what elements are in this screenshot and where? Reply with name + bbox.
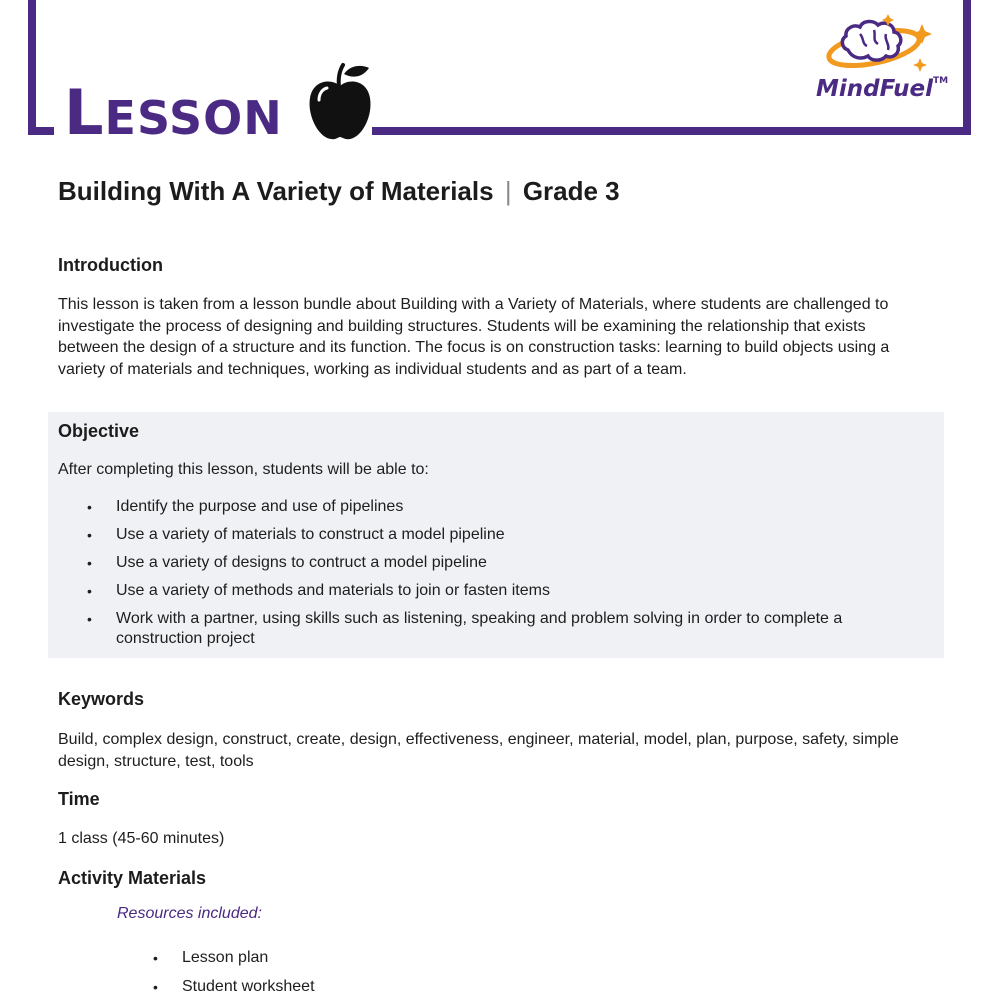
list-item: • Use a variety of materials to construct a model pipeline <box>82 525 932 545</box>
lesson-heading-rest: ESSON <box>104 91 283 145</box>
objective-list <box>82 497 932 657</box>
objective-heading: Objective <box>58 421 140 441</box>
logo-trademark: TM <box>932 76 949 86</box>
lesson-heading <box>64 76 283 148</box>
resources-label: Resources included: <box>117 905 262 922</box>
list-item: • Identify the purpose and use of pipelines <box>82 497 932 517</box>
time-text: 1 class (45-60 minutes) <box>58 830 225 847</box>
title-separator: | <box>504 176 512 206</box>
keywords-text: Build, complex design, construct, create, design, effectiveness, engineer, material, model, plan, purpose, safety, simple design, structure, test, tools <box>58 731 899 770</box>
list-item: • Lesson plan <box>148 948 315 968</box>
title-grade: Grade 3 <box>522 176 620 206</box>
list-item: • Student worksheet <box>148 977 315 997</box>
introduction-text: This lesson is taken from a lesson bundle about Building with a Variety of Materials, where students are challenged to investigate the process of designing and building structures. Students will be examining the relationship that exists between the design of a structure and its function. The focus is on construction tasks: learning to build objects using a variety of materials and techniques, working as individual students and as part of a team. <box>58 296 890 378</box>
header-frame-bottom-right <box>372 127 971 135</box>
header-frame-right <box>963 0 971 135</box>
title-main: Building With A Variety of Materials <box>58 176 494 206</box>
list-item: • Use a variety of designs to contruct a model pipeline <box>82 553 932 573</box>
introduction-heading: Introduction <box>58 255 163 275</box>
time-heading: Time <box>58 789 100 809</box>
apple-icon <box>305 60 375 144</box>
lesson-heading-initial: L <box>64 76 105 149</box>
activity-materials-heading: Activity Materials <box>58 868 207 888</box>
keywords-heading: Keywords <box>58 689 145 709</box>
list-item: • Use a variety of methods and materials to join or fasten items <box>82 581 932 601</box>
objective-intro: After completing this lesson, students will be able to: <box>58 461 429 478</box>
list-item: • Work with a partner, using skills such as listening, speaking and problem solving in order to complete a construction project <box>82 609 932 649</box>
resources-list <box>148 948 315 1006</box>
header-frame-left <box>28 0 36 135</box>
mindfuel-logo-text <box>816 76 956 102</box>
header-frame-bottom-left <box>28 127 54 135</box>
logo-wordmark: MindFuel <box>816 76 933 102</box>
page-title <box>58 176 620 207</box>
